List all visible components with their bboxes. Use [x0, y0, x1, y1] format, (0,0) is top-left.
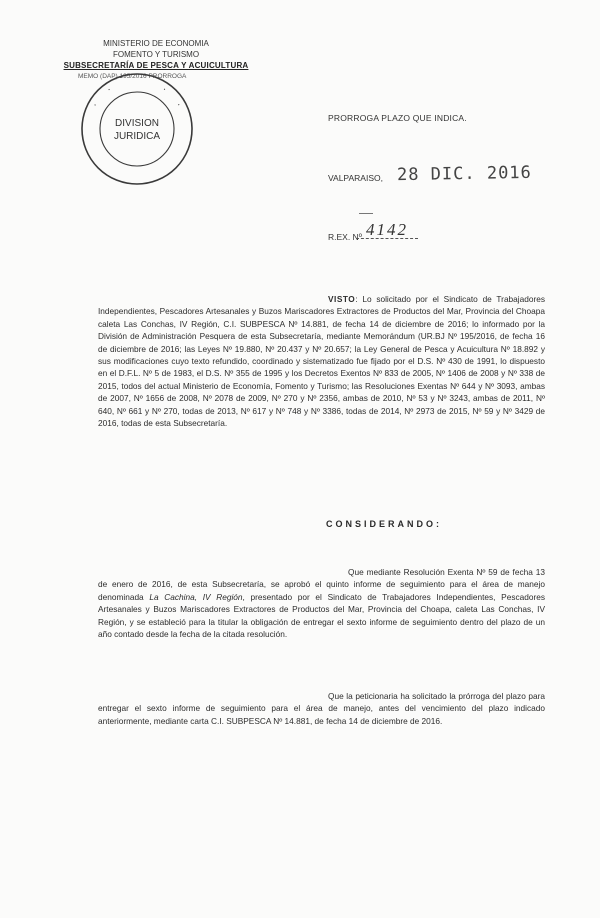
considerando-paragraph-1: [98, 566, 545, 640]
date-stamp: 28 DIC. 2016: [396, 162, 532, 186]
place-label: VALPARAISO,: [328, 173, 383, 183]
considerando-heading: CONSIDERANDO:: [326, 519, 443, 529]
document-subject: PRORROGA PLAZO QUE INDICA.: [328, 113, 467, 123]
svg-text:·: ·: [106, 86, 113, 94]
area-name-italic: La Cachina, IV Región: [149, 591, 243, 602]
letterhead-subsecretaria: SUBSECRETARÍA DE PESCA Y ACUICULTURA: [63, 61, 249, 70]
memo-reference: MEMO (DAP) 195/2016 PRORROGA: [78, 73, 187, 80]
visto-paragraph: [98, 293, 545, 429]
svg-text:·: ·: [161, 86, 168, 94]
rex-dash-mark: [359, 213, 373, 214]
svg-text:·: ·: [174, 102, 182, 109]
considerando-paragraph-2: Que la peticionaria ha solicitado la prórroga del plazo para entregar el sexto informe de seguimiento para el área de manejo, antes del vencimiento del plazo indicado anteriormente, mediante carta C.I. SUBPESCA Nº 14.881, de fecha 14 de diciembre de 2016.: [98, 691, 545, 726]
letterhead-ministry-line2: FOMENTO Y TURISMO: [112, 50, 200, 59]
visto-text: : Lo solicitado por el Sindicato de Trabajadores Independientes, Pescadores Artesanales y Buzos Mariscadores Extractores de Productos del Mar, Provincia del Choapa caleta Las Conchas, IV Región, C.I. SUBPESCA Nº 14.881, de fecha 14 de diciembre de 2016; lo informado por la División de Administración Pesquera de esta Subsecretaría, mediante Memorándum (UR.BJ Nº 195/2016, de fecha 16 de diciembre de 2016; las Leyes Nº 19.880, Nº 20.437 y Nº 20.657; la Ley General de Pesca y Acuicultura Nº 18.892 y sus modificaciones cuyo texto refundido, coordinado y sistematizado fue fijado por el D.S. Nº 430 de 1991, lo dispuesto en el D.F.L. Nº 5 de 1983, el D.S. Nº 355 de 1995 y los Decretos Exentos Nº 833 de 2005, Nº 1406 de 2008 y Nº 338 de 2015, todos del actual Ministerio de Economía, Fomento y Turismo; las Resoluciones Exentas Nº 644 y Nº 3093, ambas de 2007, Nº 1656 de 2008, Nº 2078 de 2009, Nº 270 y Nº 2356, ambas de 2010, Nº 53 y Nº 3243, ambas de 2011, Nº 640, Nº 661 y Nº 270, todas de 2013, Nº 617 y Nº 748 y Nº 3386, todas de 2014, Nº 2973 de 2015, Nº 59 y Nº 3429 de 2016, todas de esta Subsecretaría.: [98, 294, 545, 429]
seal-juridica-text: JURIDICA: [113, 131, 161, 142]
visto-keyword: VISTO: [328, 294, 356, 304]
division-juridica-seal: [78, 70, 196, 188]
resolution-number-underline: [356, 238, 418, 239]
resolution-number: 4142: [366, 220, 408, 239]
letterhead-ministry: MINISTERIO DE ECONOMIA: [103, 39, 209, 48]
seal-division-text: DIVISION: [115, 118, 159, 129]
svg-text:·: ·: [92, 102, 100, 109]
resolution-number-label: R.EX. Nº: [328, 232, 362, 242]
considerando-1-text-a: Que mediante Resolución Exenta Nº 59 de fecha 13 de enero de 2016, de esta Subsecretaría, se aprobó el quinto informe de seguimiento para el área de manejo denominada: [98, 567, 545, 602]
considerando-1-text-b: , presentado por el Sindicato de Trabajadores Independientes, Pescadores Artesanales y Buzos Mariscadores Extractores de Productos del Mar, Provincia del Choapa, caleta Las Conchas, IV Región, y se estableció para la titular la obligación de entregar el sexto informe de seguimiento dentro del plazo de un año contado desde la fecha de la citada resolución.: [98, 591, 545, 640]
